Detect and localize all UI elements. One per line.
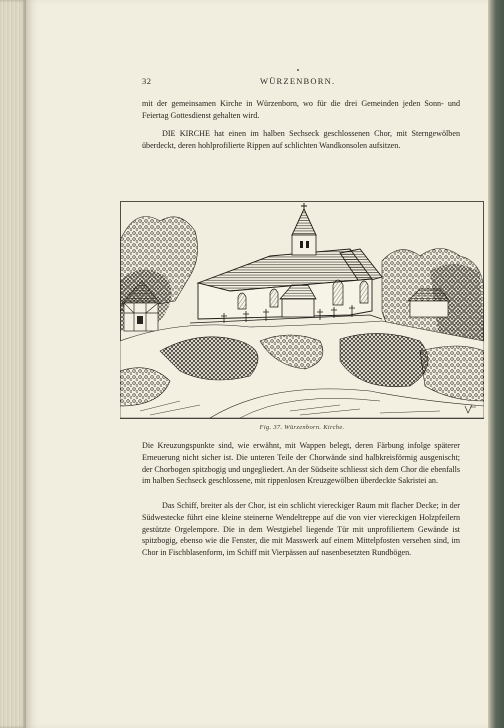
- binding-edge: [488, 0, 504, 728]
- church-illustration: [120, 201, 484, 419]
- paragraph-intro: mit der gemeinsamen Kirche in Würzenborn, wo für die drei Gemeinden jeden Sonn- und Feiertag Gottesdienst gehalten wird.: [142, 99, 460, 120]
- paragraph-kirche: DIE KIRCHE hat einen im halben Sechseck geschlossenen Chor, mit Sterngewölben überdeckt, deren hohlprofilierte Rippen auf schlichten Wandkonsolen aufsitzen.: [142, 129, 460, 150]
- page-number: 32: [142, 76, 152, 86]
- running-title: WÜRZENBORN.: [260, 76, 336, 86]
- book-gutter: [0, 0, 26, 728]
- ink-speck: [297, 69, 299, 71]
- figure-caption: Fig. 37. Würzenborn. Kirche.: [259, 424, 345, 431]
- paragraph-schiff: Das Schiff, breiter als der Chor, ist ein schlicht viereckiger Raum mit flacher Decke; in der Südwestecke führt eine kleine steinerne Wendeltreppe auf die von vier viereckigen Holzpfeilern gestützte Orgelempore. Die in dem Westgiebel liegende Tür mit unprofiliertem Gewände ist spitzbogig, ebenso wie die Fenster, die mit Masswerk auf einem Mittelpfosten versehen sind, im Chor in Fischblasenform, im Schiff mit Vierpässen auf nasenbesetzten Rundbögen.: [142, 501, 460, 558]
- paragraph-kreuzungspunkte: Die Kreuzungspunkte sind, wie erwähnt, mit Wappen belegt, deren Färbung infolge späterer Erneuerung nicht sicher ist. Die unteren Teile der Chorwände sind halbkreisförmig ausgenischt; der Chorbogen spitzbogig und ungegliedert. An der Südseite schliesst sich dem Chor die ebenfalls im halben Sechseck geschlossene, mit rippenlosen Kreuzgewölben überdeckte Sakristei an.: [142, 441, 460, 486]
